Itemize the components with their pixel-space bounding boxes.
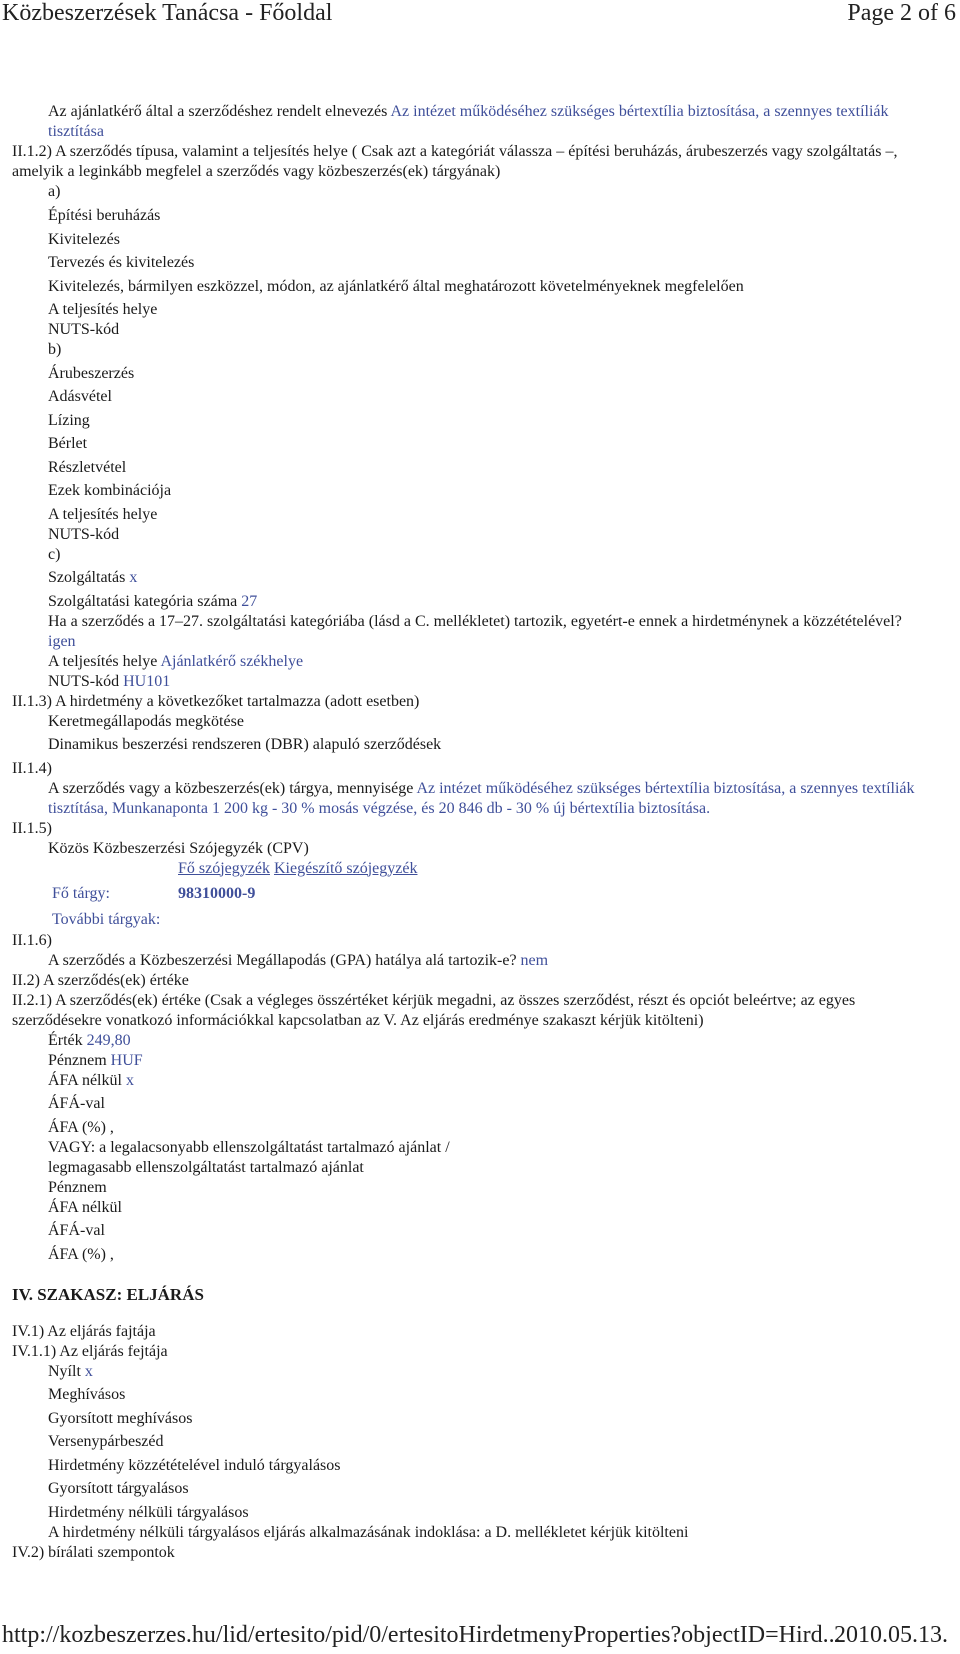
gpa-label: A szerződés a Közbeszerzési Megállapodás (GPA) hatálya alá tartozik-e? [48, 951, 517, 969]
vagy-line-2: legmagasabb ellenszolgáltatást tartalmazó ajánlat [48, 1158, 364, 1176]
vagy-line-1: VAGY: a legalacsonyabb ellenszolgáltatást tartalmazó ajánlat / [48, 1138, 450, 1156]
teljesites-helye-a: A teljesítés helye [48, 301, 158, 318]
nuts-kod-c-line [0, 672, 960, 692]
hirdetmeny-nelkuli: Hirdetmény nélküli tárgyalásos [48, 1503, 249, 1521]
teljesites-helye-c-label: A teljesítés helye [48, 652, 158, 670]
afa-val-2: ÁFÁ-val [48, 1222, 105, 1239]
section-ii21: II.2.1) A szerződés(ek) értéke (Csak a végleges összértéket kérjük megadni, az összes szerződést, részt és opciót beleértve; az egyes szerződésekre vonatkozó információkkal kapcsolatban az V. Az eljárás eredménye szakaszt kérjük kitölteni) [12, 991, 856, 1029]
cpv-main-header: Fő szójegyzék [178, 859, 270, 877]
gyorsitott-meghivasos: Gyorsított meghívásos [48, 1409, 193, 1427]
dinamikus-beszerzes: Dinamikus beszerzési rendszeren (DBR) alapuló szerződések [48, 736, 442, 753]
cpv-more-row [48, 909, 960, 931]
kategoria-label: Szolgáltatási kategória száma [48, 592, 238, 610]
kozzetetel-line [0, 612, 960, 652]
section-iv11: IV.1.1) Az eljárás fejtája [12, 1342, 168, 1360]
section-iv-heading: IV. SZAKASZ: ELJÁRÁS [12, 1284, 204, 1304]
ertek-value: 249,80 [86, 1031, 131, 1049]
teljesites-helye-b: A teljesítés helye [48, 505, 158, 523]
nyilt-label: Nyílt [48, 1362, 81, 1380]
hirdetmeny-kozzetetelevel: Hirdetmény közzétételével induló tárgyalásos [48, 1456, 341, 1474]
kategoria-value: 27 [241, 592, 258, 610]
section-ii16: II.1.6) [12, 931, 52, 949]
gpa-line [0, 951, 960, 971]
penznem-line [0, 1051, 960, 1071]
cpv-table-header [48, 859, 960, 879]
kozzetetel-value: igen [48, 632, 76, 650]
item-b: b) [48, 341, 62, 358]
kozzetetel-label: Ha a szerződés a 17–27. szolgáltatási kategóriába (lásd a C. mellékletet) tartozik, egyetért-e ennek a hirdetménynek a közzétételével? [48, 612, 902, 630]
cpv-more-label: További tárgyak: [52, 910, 161, 928]
nuts-kod-b: NUTS-kód [48, 525, 120, 543]
gpa-value: nem [520, 951, 549, 969]
document-body [0, 102, 960, 1563]
kombinacio: Ezek kombinációja [48, 482, 172, 499]
footer-date: 2010.05.13. [834, 1622, 948, 1648]
section-ii2: II.2) A szerződés(ek) értéke [12, 971, 189, 989]
section-ii13: II.1.3) A hirdetmény a következőket tartalmazza (adott esetben) [12, 692, 420, 710]
tervezes-kivitelezes: Tervezés és kivitelezés [48, 254, 195, 271]
szolgaltatas-mark: x [129, 569, 138, 586]
cpv-main-row [48, 883, 960, 905]
page-number: Page 2 of 6 [847, 0, 956, 26]
meghivasos: Meghívásos [48, 1386, 126, 1403]
page-header-title: Közbeszerzések Tanácsa - Főoldal [2, 0, 333, 26]
afa-nelkul-label: ÁFA nélkül [48, 1071, 122, 1089]
adasvetel: Adásvétel [48, 388, 112, 405]
targy-value: Az intézet működéséhez szükséges bértextília biztosítása, a szennyes textíliák tisztítása, Munkanaponta 1 200 kg - 30 % mosás végzése, és 20 846 db - 30 % új bértextília biztosítása. [48, 779, 915, 817]
gyorsitott-targyalasos: Gyorsított tárgyalásos [48, 1480, 189, 1497]
nyilt-mark: x [84, 1362, 93, 1380]
keretmegallapodas: Keretmegállapodás megkötése [48, 712, 244, 730]
nuts-kod-c-value: HU101 [123, 672, 171, 690]
item-a: a) [48, 183, 61, 200]
footer-url: http://kozbeszerzes.hu/lid/ertesito/pid/0/ertesitoHirdetmenyProperties?objectID=Hird... [2, 1622, 841, 1648]
afa-nelkul-line [0, 1071, 960, 1091]
szolgaltatas-line [0, 568, 960, 588]
page-header [0, 0, 960, 30]
nuts-kod-c-label: NUTS-kód [48, 672, 120, 690]
indoklas: A hirdetmény nélküli tárgyalásos eljárás alkalmazásának indoklása: a D. mellékletet kérjük kitölteni [48, 1523, 689, 1541]
cpv-title: Közös Közbeszerzési Szójegyzék (CPV) [48, 839, 309, 857]
kivitelezes-barmely: Kivitelezés, bármilyen eszközzel, módon, az ajánlatkérő által meghatározott követelményeknek megfelelően [48, 277, 744, 295]
ertek-label: Érték [48, 1031, 83, 1049]
item-c: c) [48, 545, 61, 563]
nuts-kod-a: NUTS-kód [48, 321, 120, 338]
afa-percent-2: ÁFA (%) , [48, 1245, 114, 1263]
afa-val: ÁFÁ-val [48, 1095, 105, 1112]
contract-name-label: Az ajánlatkérő által a szerződéshez rendelt elnevezés [48, 103, 388, 120]
targy-line [0, 779, 960, 819]
cpv-main-label: Fő tárgy: [52, 884, 110, 902]
kivitelezes: Kivitelezés [48, 230, 120, 248]
cpv-table [48, 859, 960, 931]
section-ii14: II.1.4) [12, 759, 52, 777]
reszletvetel: Részletvétel [48, 458, 127, 476]
contract-name-line [0, 102, 960, 142]
berlet: Bérlet [48, 435, 88, 452]
afa-nelkul-2: ÁFA nélkül [48, 1198, 122, 1216]
section-ii15: II.1.5) [12, 819, 52, 837]
teljesites-helye-c-line [0, 652, 960, 672]
section-ii12: II.1.2) A szerződés típusa, valamint a teljesítés helye ( Csak azt a kategóriát válassza – építési beruházás, árubeszerzés vagy szolgáltatás –, amelyik a leginkább megfelel a szerződés vagy közbeszerzés(ek) tárgyának) [12, 143, 898, 180]
afa-nelkul-mark: x [125, 1071, 134, 1089]
nyilt-line [0, 1362, 960, 1382]
szolgaltatas-label: Szolgáltatás [48, 569, 126, 586]
page-footer [0, 1622, 960, 1652]
cpv-main-value: 98310000-9 [178, 884, 256, 902]
ertek-line [0, 1031, 960, 1051]
afa-percent: ÁFA (%) , [48, 1118, 114, 1136]
targy-label: A szerződés vagy a közbeszerzés(ek) tárgya, mennyisége [48, 779, 414, 797]
cpv-supp-header: Kiegészítő szójegyzék [273, 859, 418, 877]
contract-name-value: Az intézet működéséhez szükséges bértextília biztosítása, a szennyes textíliák tisztítása [48, 103, 889, 140]
versenyparbeszed: Versenypárbeszéd [48, 1433, 164, 1450]
arubeszerzes: Árubeszerzés [48, 364, 135, 382]
section-iv2: IV.2) bírálati szempontok [12, 1543, 175, 1561]
epitesi-beruhazas: Építési beruházás [48, 207, 161, 224]
lizing: Lízing [48, 411, 90, 429]
section-iv1: IV.1) Az eljárás fajtája [12, 1322, 156, 1340]
teljesites-helye-c-value: Ajánlatkérő székhelye [160, 652, 304, 670]
penznem-2: Pénznem [48, 1178, 107, 1196]
kategoria-line [0, 592, 960, 612]
penznem-value: HUF [110, 1051, 143, 1069]
penznem-label: Pénznem [48, 1051, 107, 1069]
